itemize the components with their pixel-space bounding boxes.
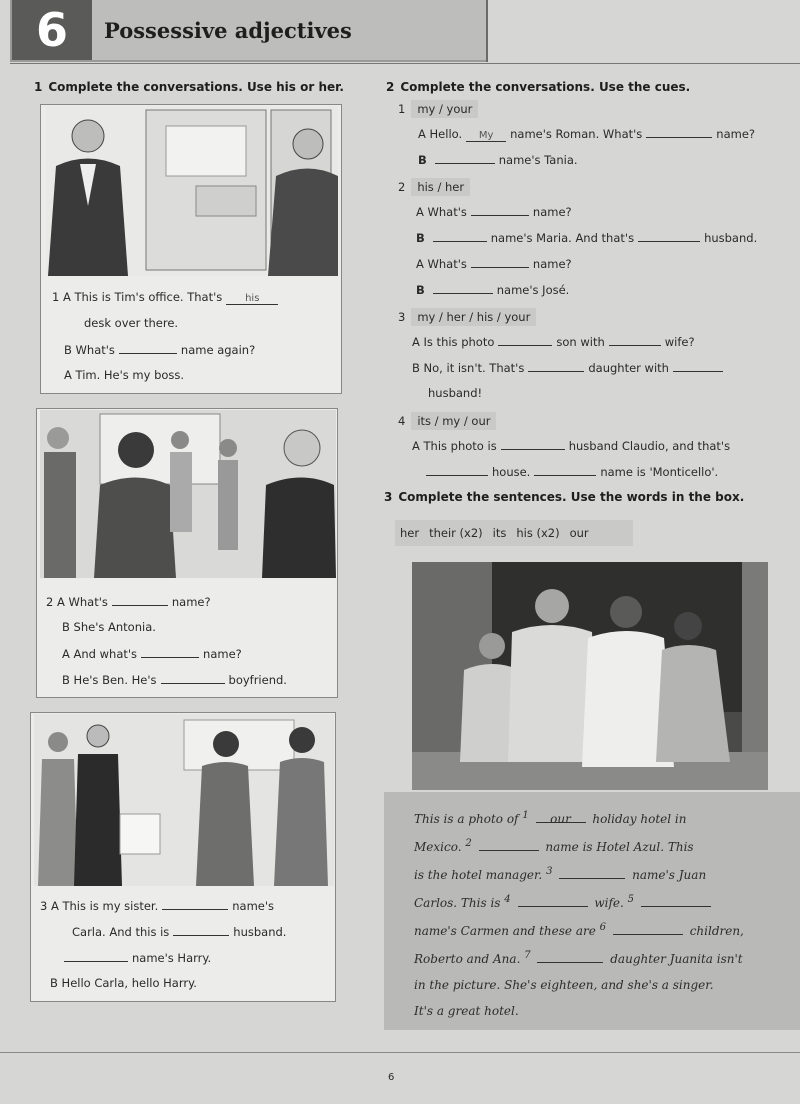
ex1-c1-line2: desk over there. xyxy=(84,316,179,330)
ex2-q4-a-cont xyxy=(426,464,718,479)
story-line-2 xyxy=(414,838,694,854)
story-line-6 xyxy=(414,950,743,966)
ex2-q3-b xyxy=(412,360,727,375)
text: name? xyxy=(532,257,572,271)
text: 3 A This is my sister. xyxy=(40,899,159,913)
text: name? xyxy=(532,205,572,219)
answer-blank[interactable] xyxy=(173,924,229,936)
word-option: his (x2) xyxy=(516,526,560,540)
answer-blank[interactable] xyxy=(435,152,495,164)
text: boyfriend. xyxy=(228,673,287,687)
answer-blank[interactable] xyxy=(613,924,683,935)
ex1-c2-line1 xyxy=(46,594,211,609)
ex1-number: 1 xyxy=(34,80,43,94)
family-photo xyxy=(412,562,768,790)
ex1-instruction: Complete the conversations. Use his or her. xyxy=(48,80,344,94)
story-line-5 xyxy=(414,922,744,938)
ex2-q2-cue-line xyxy=(398,178,470,196)
text: A What's xyxy=(416,257,467,271)
story-line-7: in the picture. She's eighteen, and she's a singer. xyxy=(414,978,714,992)
text: name's Juan xyxy=(632,868,707,882)
text: 1 A This is Tim's office. That's xyxy=(52,290,223,304)
answer-blank[interactable] xyxy=(518,896,588,907)
answer-blank[interactable] xyxy=(537,952,603,963)
ex2-q2-a2 xyxy=(416,256,572,271)
text: name's Tania. xyxy=(498,153,578,167)
text: house. xyxy=(492,465,531,479)
question-number: 2 xyxy=(398,180,406,194)
gap-number: 3 xyxy=(546,866,553,877)
answer-blank[interactable] xyxy=(112,594,168,606)
story-line-8: It's a great hotel. xyxy=(414,1004,519,1018)
text: Carlos. This is xyxy=(414,896,501,910)
text: A What's xyxy=(416,205,467,219)
gap-number: 1 xyxy=(522,810,529,821)
text: husband. xyxy=(704,231,758,245)
answer-blank[interactable] xyxy=(119,342,177,354)
ex1-c3-line4: B Hello Carla, hello Harry. xyxy=(50,976,197,990)
word-option: their (x2) xyxy=(429,526,483,540)
answer-blank[interactable] xyxy=(646,126,712,138)
text: husband. xyxy=(233,925,287,939)
question-number: 1 xyxy=(398,102,406,116)
answer-blank[interactable] xyxy=(559,868,625,879)
ex2-q3-b-cont: husband! xyxy=(428,386,483,400)
text: son with xyxy=(556,335,605,349)
cue-box: my / your xyxy=(411,100,478,118)
text: name? xyxy=(716,127,755,141)
ex3-number: 3 xyxy=(384,490,393,504)
story-line-3 xyxy=(414,866,706,882)
answer-blank[interactable] xyxy=(534,464,596,476)
text: wife. xyxy=(594,896,624,910)
answer-blank[interactable] xyxy=(501,438,565,450)
ex1-c2-line2: B She's Antonia. xyxy=(62,620,156,634)
ex2-heading xyxy=(386,80,690,94)
footer-divider xyxy=(0,1052,800,1053)
page-number: 6 xyxy=(388,1072,395,1083)
ex2-q1-b xyxy=(418,152,578,167)
answer-blank[interactable] xyxy=(609,334,661,346)
ex1-c1-line3 xyxy=(64,342,255,357)
cue-box: its / my / our xyxy=(411,412,496,430)
story-panel xyxy=(384,792,800,1030)
answer-blank[interactable] xyxy=(64,950,128,962)
text: A Hello. xyxy=(418,127,463,141)
text: A And what's xyxy=(62,647,138,661)
speaker: B xyxy=(416,231,425,245)
header-divider xyxy=(10,63,800,64)
text: children, xyxy=(689,924,744,938)
answer-blank[interactable] xyxy=(641,896,711,907)
text: Carla. And this is xyxy=(72,925,170,939)
ex2-q2-b2 xyxy=(416,282,569,297)
answer-blank[interactable] xyxy=(471,256,529,268)
ex1-heading xyxy=(34,80,344,94)
ex2-q1-cue-line xyxy=(398,100,478,118)
text: husband Claudio, and that's xyxy=(568,439,731,453)
ex2-q2-b1 xyxy=(416,230,757,245)
text: holiday hotel in xyxy=(592,812,687,826)
gap-number: 4 xyxy=(504,894,511,905)
text: This is a photo of xyxy=(414,812,519,826)
speaker: B xyxy=(418,153,427,167)
text: Mexico. xyxy=(414,840,462,854)
answer-blank[interactable] xyxy=(433,230,487,242)
text: daughter Juanita isn't xyxy=(610,952,743,966)
answer-blank[interactable]: My xyxy=(466,130,506,142)
answer-blank[interactable] xyxy=(673,360,723,372)
text: name's José. xyxy=(496,283,570,297)
story-line-4 xyxy=(414,894,714,910)
answer-blank[interactable] xyxy=(479,840,539,851)
ex1-c1-line1 xyxy=(52,290,282,305)
answer-blank[interactable] xyxy=(162,898,228,910)
answer-blank[interactable] xyxy=(528,360,584,372)
ex3-instruction: Complete the sentences. Use the words in the box. xyxy=(398,490,745,504)
office-illustration xyxy=(46,106,338,276)
text: name? xyxy=(203,647,242,661)
text: B He's Ben. He's xyxy=(62,673,157,687)
word-option: our xyxy=(569,526,589,540)
story-line-1 xyxy=(414,810,687,826)
ex1-c3-line2 xyxy=(72,924,286,939)
answer-blank[interactable] xyxy=(141,646,199,658)
ex2-q4-cue-line xyxy=(398,412,496,430)
text: name is Hotel Azul. This xyxy=(545,840,694,854)
text: B What's xyxy=(64,343,115,357)
question-number: 4 xyxy=(398,414,406,428)
text: wife? xyxy=(664,335,695,349)
reception-illustration xyxy=(34,714,334,886)
text: name is 'Monticello'. xyxy=(600,465,719,479)
answer-blank[interactable] xyxy=(471,204,529,216)
gap-number: 7 xyxy=(524,950,531,961)
answer-blank[interactable]: his xyxy=(226,293,278,305)
answer-blank[interactable] xyxy=(498,334,552,346)
text: B No, it isn't. That's xyxy=(412,361,525,375)
text: name again? xyxy=(180,343,256,357)
text: A Is this photo xyxy=(412,335,495,349)
text: A This photo is xyxy=(412,439,497,453)
text: name? xyxy=(171,595,211,609)
cue-box: my / her / his / your xyxy=(411,308,536,326)
ex2-q3-cue-line xyxy=(398,308,536,326)
unit-number: 6 xyxy=(12,0,92,60)
text: name's Roman. What's xyxy=(510,127,643,141)
gap-number: 5 xyxy=(627,894,634,905)
ex2-q4-a xyxy=(412,438,730,453)
unit-title: Possessive adjectives xyxy=(92,0,486,60)
ex1-c2-line3 xyxy=(62,646,242,661)
cue-box: his / her xyxy=(411,178,470,196)
text: 2 A What's xyxy=(46,595,108,609)
speaker: B xyxy=(416,283,425,297)
question-number: 3 xyxy=(398,310,406,324)
text: Roberto and Ana. xyxy=(414,952,521,966)
ex1-c2-line4 xyxy=(62,672,287,687)
ex2-instruction: Complete the conversations. Use the cues. xyxy=(400,80,691,94)
word-option: its xyxy=(492,526,507,540)
ex2-q3-a xyxy=(412,334,695,349)
answer-blank[interactable] xyxy=(161,672,225,684)
text: daughter with xyxy=(588,361,669,375)
text: name's Harry. xyxy=(132,951,212,965)
gap-number: 2 xyxy=(465,838,472,849)
gap-number: 6 xyxy=(599,922,607,933)
answer-blank[interactable]: our xyxy=(536,812,586,823)
ex1-c1-line4: A Tim. He's my boss. xyxy=(64,368,185,382)
text: name's Carmen and these are xyxy=(414,924,596,938)
text: name's Maria. And that's xyxy=(490,231,635,245)
party-illustration xyxy=(40,410,336,578)
answer-blank[interactable] xyxy=(433,282,493,294)
word-box xyxy=(395,520,633,546)
ex2-q1-a xyxy=(418,126,755,142)
answer-blank[interactable] xyxy=(426,464,488,476)
ex3-heading xyxy=(384,490,744,504)
word-option: her xyxy=(400,526,420,540)
ex2-q2-a1 xyxy=(416,204,572,219)
ex1-c3-line3 xyxy=(64,950,211,965)
text: is the hotel manager. xyxy=(414,868,543,882)
ex2-number: 2 xyxy=(386,80,395,94)
text: name's xyxy=(232,899,275,913)
ex1-c3-line1 xyxy=(40,898,274,913)
answer-blank[interactable] xyxy=(638,230,700,242)
